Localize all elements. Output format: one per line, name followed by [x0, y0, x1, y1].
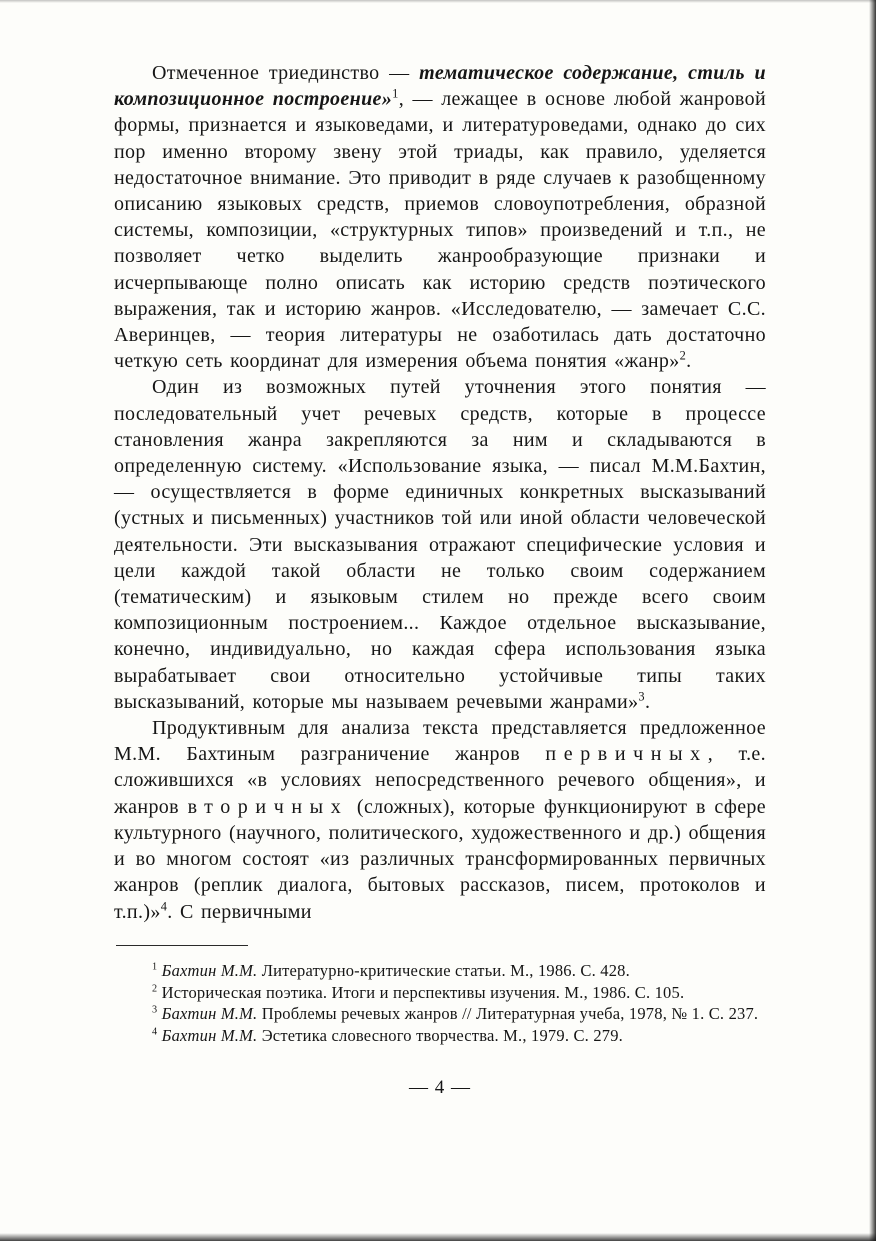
text-segment: первичных	[545, 743, 708, 766]
footnote-ref: 2	[152, 983, 158, 994]
text-segment: Продуктивным для анализа текста представляется предложенное М.М. Бахтиным разграничение жанров	[114, 717, 766, 766]
text-segment: .	[686, 350, 692, 373]
text-segment: , — лежащее в основе любой жанровой формы, признается и языковедами, и литературоведами, однако до сих пор именно второму звену этой триады, как правило, уделяется недостаточное внимание. Это приводит в ряде случаев к разобщенному описанию языковых средств, приемов словоупотребления, образной системы, композиции, «структурных типов» произведений и т.п., не позволяет четко выделить жанрообразующие признаки и исчерпывающе полно описать как историю средств поэтического выражения, так и историю жанров. «Исследователю, — замечает С.С. Аверинцев, — теория литературы не озаботилась дать достаточно четкую сеть координат для измерения объема понятия «жанр»	[114, 88, 766, 373]
text-segment: тематическое содержание, стиль и композиционное построение»	[114, 62, 766, 111]
text-segment: (сложных), которые функционируют в сфере культурного (научного, политического, художественного и др.) общения и во многом состоят «из различных трансформированных первичных жанров (реплик диалога, бытовых рассказов, писем, протоколов и т.п.)»	[114, 795, 767, 923]
footnote-ref: 2	[679, 348, 687, 363]
footnote-separator	[116, 945, 248, 946]
paragraph	[114, 374, 766, 715]
text-segment: . С первичными	[167, 900, 312, 923]
text-segment: вторичных	[187, 795, 349, 818]
scan-edge-right	[869, 0, 876, 1241]
footnote	[114, 1025, 766, 1047]
text-segment: .	[644, 690, 651, 713]
footnote-ref: 1	[392, 86, 399, 101]
text-segment: Эстетика словесного творчества. М., 1979. С. 279.	[257, 1026, 623, 1046]
text-segment: Отмеченное триединство —	[152, 62, 420, 84]
text-segment: Бахтин М.М.	[161, 1026, 258, 1046]
footnote-ref: 3	[638, 689, 645, 704]
text-segment: Литературно-критические статьи. М., 1986. С. 428.	[257, 960, 630, 980]
body-paragraphs	[114, 60, 766, 925]
text-segment: Бахтин М.М.	[161, 1004, 258, 1024]
paragraph	[114, 60, 766, 374]
footnotes-section	[114, 960, 766, 1047]
scan-edge-bottom	[0, 1233, 876, 1241]
page-number: — 4 —	[409, 1076, 471, 1098]
text-segment: , т.е. сложившихся «в условиях непосредственного речевого общения», и жанров	[114, 743, 767, 818]
footnote-ref: 3	[152, 1004, 158, 1016]
text-segment: Историческая поэтика. Итоги и перспективы изучения. М., 1986. С. 105.	[157, 982, 685, 1002]
paragraph	[114, 715, 766, 925]
footnote-ref: 1	[152, 961, 158, 973]
text-segment: Бахтин М.М.	[161, 960, 258, 980]
text-segment: Проблемы речевых жанров // Литературная учеба, 1978, № 1. С. 237.	[257, 1004, 759, 1024]
text-block	[114, 60, 766, 1099]
text-segment: Один из возможных путей уточнения этого понятия — последовательный учет речевых средств, которые в процессе становления жанра закрепляются за ним и складываются в определенную систему. «Использование языка, — писал М.М.Бахтин, — осуществляется в форме единичных конкретных высказываний (устных и письменных) участников той или иной области человеческой деятельности. Эти высказывания отражают специфические условия и цели каждой такой области не только своим содержанием (тематическим) и языковым стилем но прежде всего своим композиционным построением... Каждое отдельное высказывание, конечно, индивидуально, но каждая сфера использования языка вырабатывает свои относительно устойчивые типы таких высказываний, которые мы называем речевыми жанрами»	[114, 376, 766, 713]
footnote-ref: 4	[160, 898, 168, 913]
footnote-ref: 4	[152, 1026, 158, 1038]
footnote	[114, 1003, 766, 1025]
footnote	[114, 960, 766, 982]
scan-edge-top	[0, 0, 876, 3]
footnote	[114, 982, 766, 1004]
